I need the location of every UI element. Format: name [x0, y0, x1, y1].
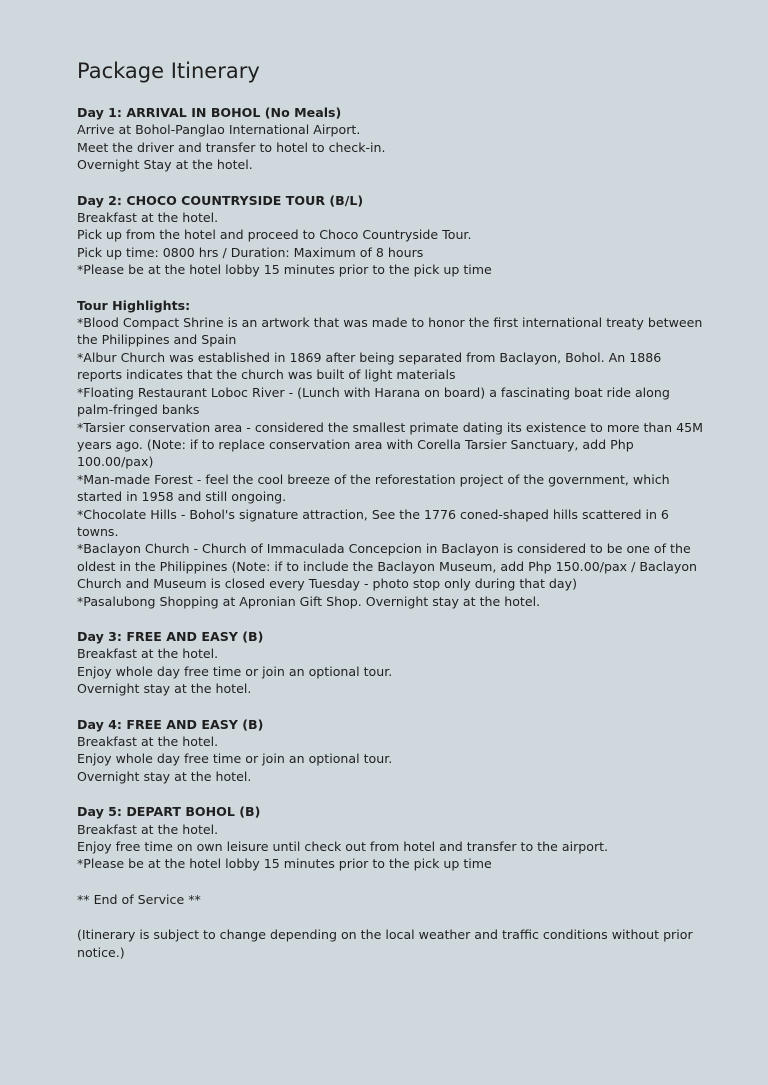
day4-heading: Day 4: FREE AND EASY (B) [77, 716, 264, 732]
highlight-item: *Blood Compact Shrine is an artwork that was made to honor the first international treaty between the Philippines and Spain [77, 315, 703, 348]
end-of-service-section [77, 891, 708, 908]
day4-section [77, 716, 708, 786]
day5-line: Breakfast at the hotel. [77, 821, 219, 837]
day3-heading: Day 3: FREE AND EASY (B) [77, 628, 264, 644]
day1-line: Arrive at Bohol-Panglao International Airport. [77, 122, 361, 138]
day5-line: Enjoy free time on own leisure until check out from hotel and transfer to the airport. [77, 839, 609, 855]
day5-line: *Please be at the hotel lobby 15 minutes prior to the pick up time [77, 856, 492, 872]
day2-line: Pick up time: 0800 hrs / Duration: Maximum of 8 hours [77, 244, 424, 260]
highlight-item: *Albur Church was established in 1869 after being separated from Baclayon, Bohol. An 1886 reports indicates that the church was built of light materials [77, 349, 662, 383]
day1-section [77, 104, 708, 174]
day1-line: Overnight Stay at the hotel. [77, 157, 253, 173]
day5-heading: Day 5: DEPART BOHOL (B) [77, 804, 261, 820]
page-title: Package Itinerary [77, 59, 260, 83]
day2-line: Breakfast at the hotel. [77, 210, 219, 226]
day3-line: Enjoy whole day free time or join an optional tour. [77, 663, 393, 679]
day3-section [77, 628, 708, 698]
highlight-item: *Pasalubong Shopping at Apronian Gift Shop. Overnight stay at the hotel. [77, 593, 541, 609]
day4-line: Overnight stay at the hotel. [77, 768, 252, 784]
disclaimer-text: (Itinerary is subject to change depending on the local weather and traffic conditions without prior notice.) [77, 927, 693, 960]
disclaimer-section [77, 926, 708, 961]
day1-heading: Day 1: ARRIVAL IN BOHOL (No Meals) [77, 105, 342, 120]
day5-section [77, 803, 708, 873]
day2-line: *Please be at the hotel lobby 15 minutes prior to the pick up time [77, 262, 492, 278]
highlight-item: *Tarsier conservation area - considered the smallest primate dating its existence to more than 45M years ago. (Note: if to replace conservation area with Corella Tarsier Sanctuary, add Php 100.00/pax) [77, 419, 703, 470]
day2-section [77, 192, 708, 279]
day4-line: Breakfast at the hotel. [77, 734, 219, 749]
day3-line: Overnight stay at the hotel. [77, 681, 252, 697]
day2-heading: Day 2: CHOCO COUNTRYSIDE TOUR (B/L) [77, 192, 364, 208]
tour-highlights-heading: Tour Highlights: [77, 297, 191, 313]
highlight-item: *Floating Restaurant Loboc River - (Lunch with Harana on board) a fascinating boat ride along palm-fringed banks [77, 384, 670, 418]
highlight-item: *Chocolate Hills - Bohol's signature attraction, See the 1776 coned-shaped hills scattered in 6 towns. [77, 506, 669, 539]
highlight-item: *Baclayon Church - Church of Immaculada Concepcion in Baclayon is considered to be one of the oldest in the Philippines (Note: if to include the Baclayon Museum, add Php 150.00/pax / Baclayon Church and Museum is closed every Tuesday - photo stop only during that day) [77, 541, 698, 592]
tour-highlights-section [77, 297, 708, 610]
day1-line: Meet the driver and transfer to hotel to check-in. [77, 139, 386, 155]
day3-line: Breakfast at the hotel. [77, 646, 219, 662]
end-of-service-text: ** End of Service ** [77, 891, 201, 907]
day2-line: Pick up from the hotel and proceed to Choco Countryside Tour. [77, 227, 472, 243]
highlight-item: *Man-made Forest - feel the cool breeze of the reforestation project of the government, which started in 1958 and still ongoing. [77, 471, 670, 505]
day4-line: Enjoy whole day free time or join an optional tour. [77, 751, 393, 767]
